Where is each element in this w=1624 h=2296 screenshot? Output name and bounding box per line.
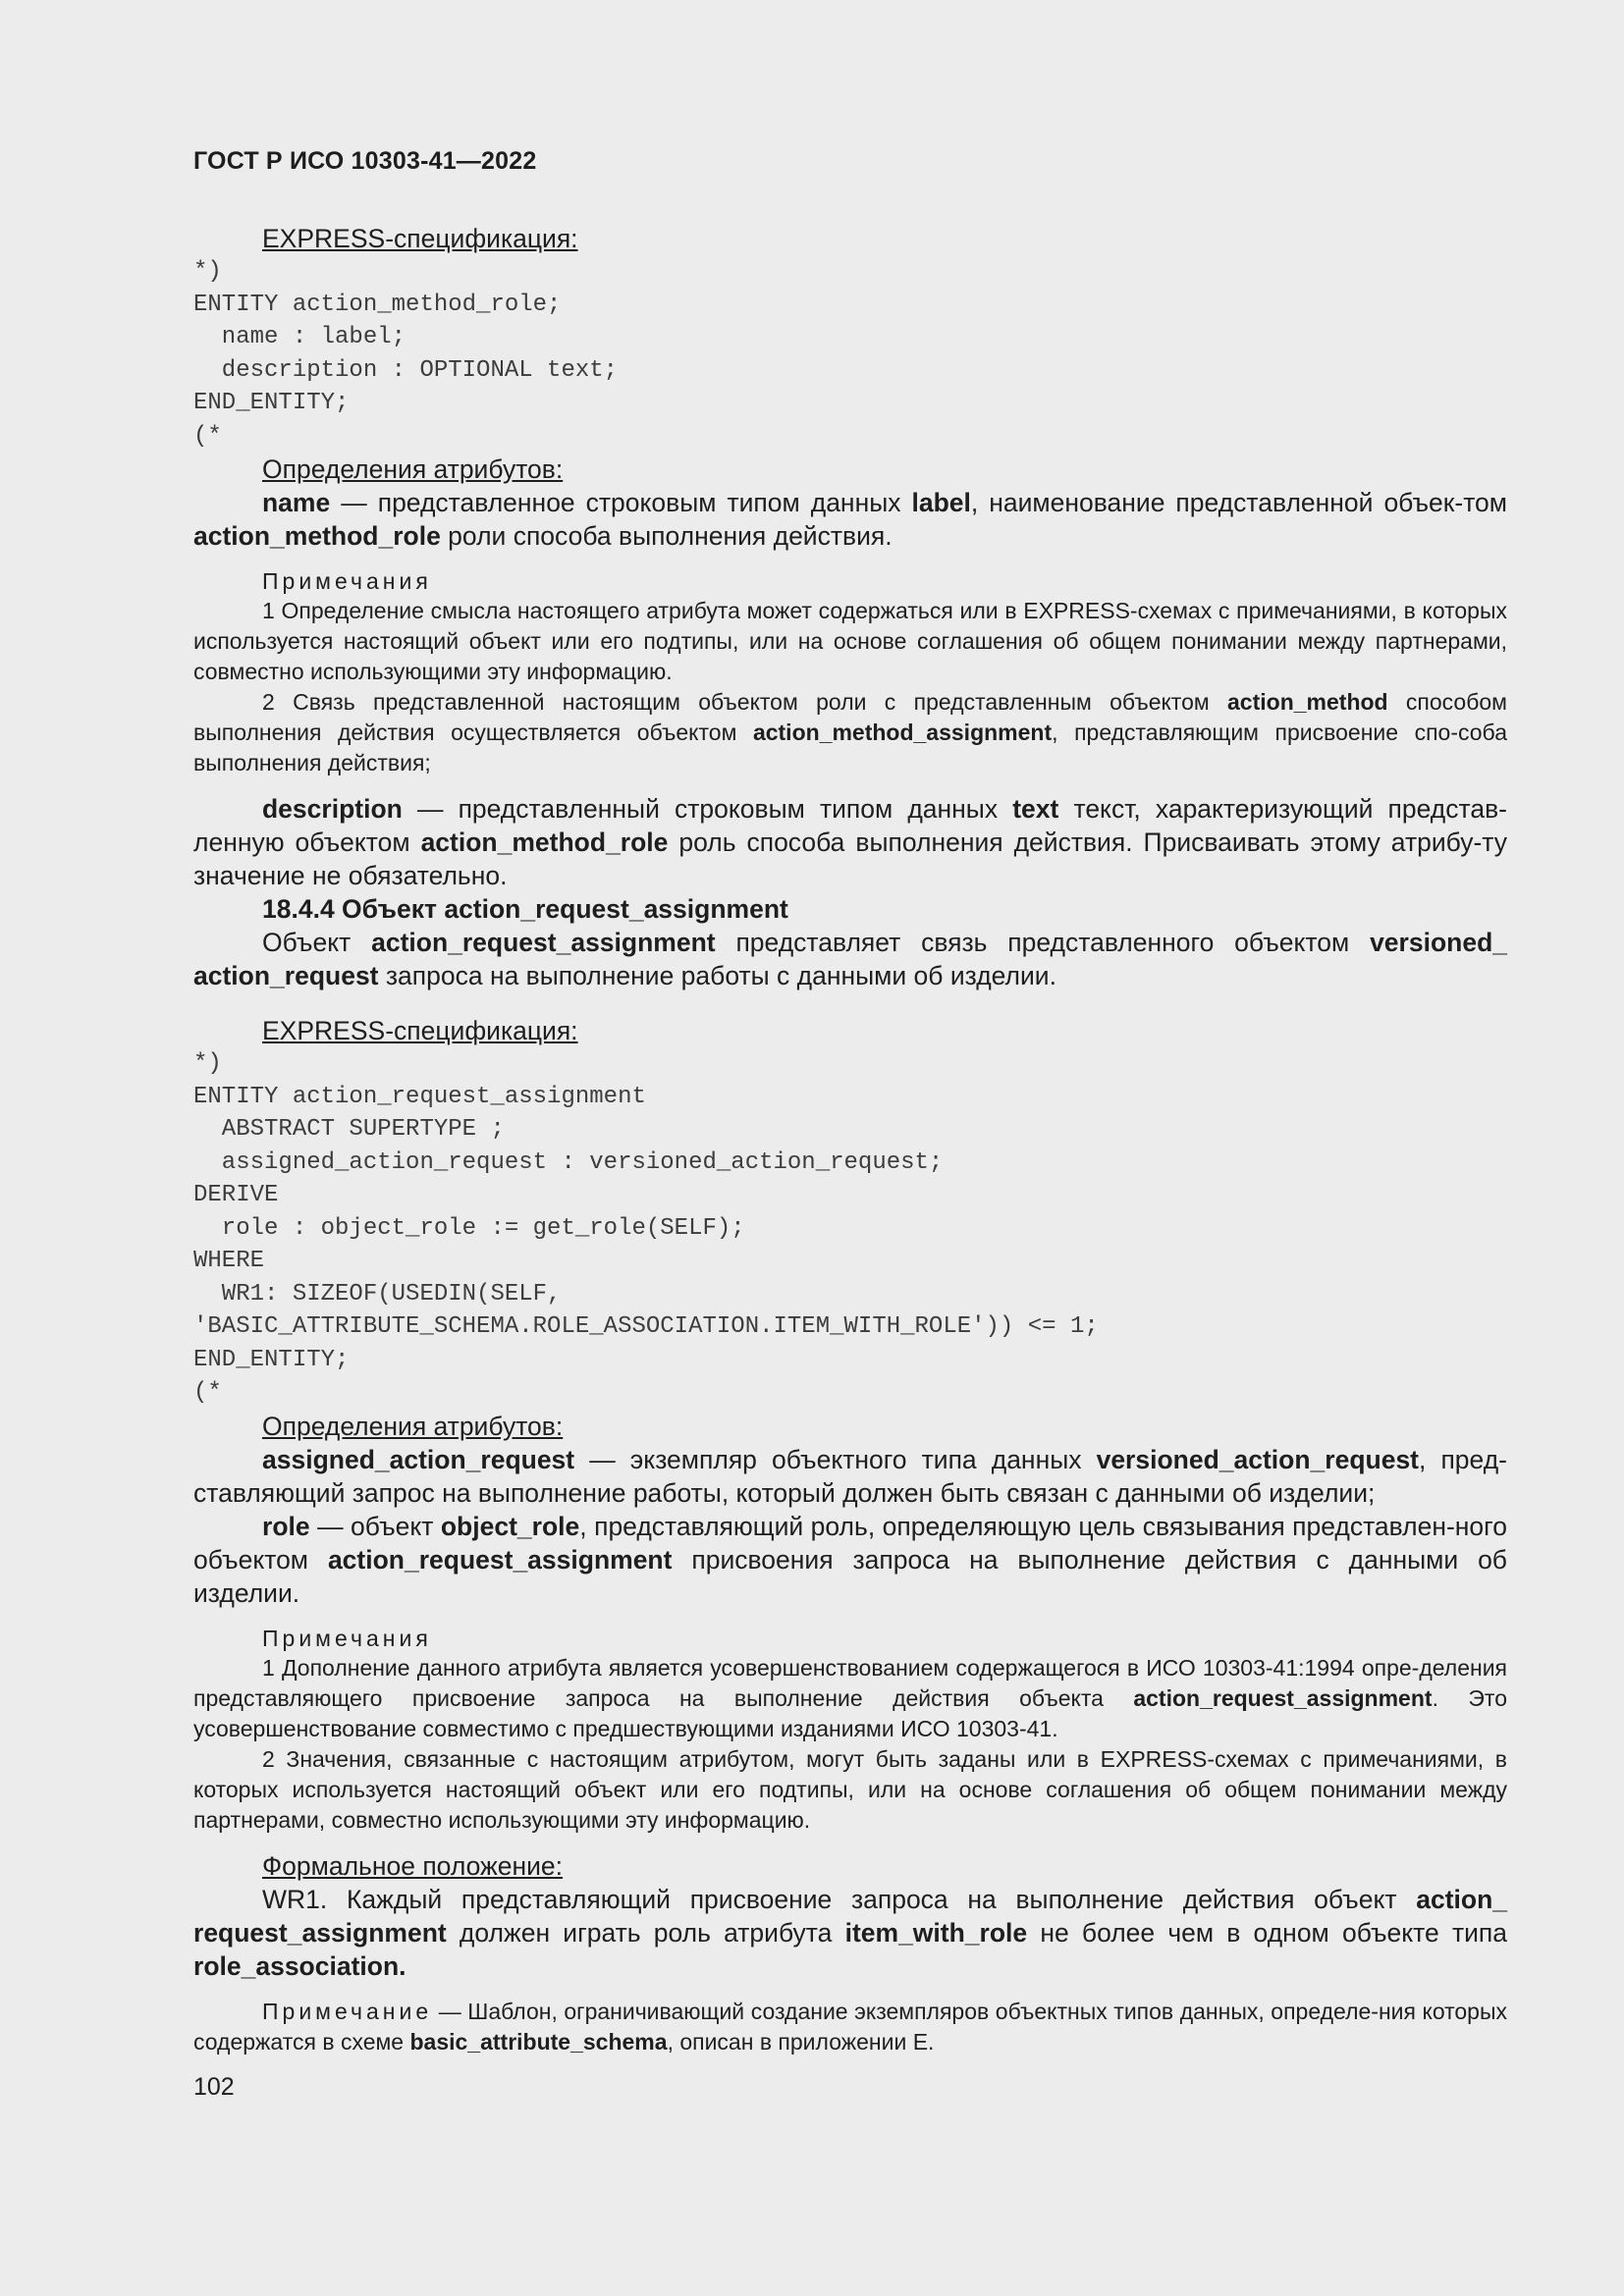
express-code-block: *) ENTITY action_method_role; name : label; description : OPTIONAL text; END_ENTITY; (*	[193, 258, 619, 450]
notes-title-2: Примечания	[262, 1625, 432, 1651]
final-note: Примечание — Шаблон, ограничивающий создание экземпляров объектных типов данных, определе-ния которых содержатся в схеме basic_attribute_schema, описан в приложении E.	[193, 1998, 1507, 2055]
express-spec-label: EXPRESS-спецификация:	[262, 224, 578, 253]
standard-header: ГОСТ Р ИСО 10303-41—2022	[193, 147, 537, 175]
attribute-description-definition: description — представленный строковым типом данных text текст, характеризующий представ-ленную объектом action_method_role роль способа выполнения действия. Присваивать этому атрибу-ту значение не обязательно.	[193, 794, 1507, 890]
attribute-definitions-label: Определения атрибутов:	[262, 454, 564, 484]
entity-intro: Объект action_request_assignment представляет связь представленного объектом versioned_ action_request запроса на выполнение работы с данными об изделии.	[193, 928, 1507, 990]
note-1-section2: 1 Дополнение данного атрибута является усовершенствованием содержащегося в ИСО 10303-41:1994 опре-деления представляющего присвоение запроса на выполнение действия объекта action_request_assignment. Это усовершенствование совместимо с предшествующими изданиями ИСО 10303-41.	[193, 1654, 1507, 1741]
attribute-name-definition: name — представленное строковым типом данных label, наименование представленной объек-том action_method_role роли способа выполнения действия.	[193, 488, 1507, 551]
page-number: 102	[193, 2073, 235, 2101]
attribute-assigned-action-request-definition: assigned_action_request — экземпляр объектного типа данных versioned_action_request, пред-ставляющий запрос на выполнение работы, который должен быть связан с данными об изделии;	[193, 1444, 1507, 1508]
page-content	[193, 222, 1507, 2057]
notes-title: Примечания	[262, 568, 432, 594]
note-1: 1 Определение смысла настоящего атрибута может содержаться или в EXPRESS-схемах с примечаниями, в которых используется настоящий объект или его подтипы, или на основе соглашения об общем понимании между партнерами, совместно использующими эту информацию.	[193, 598, 1507, 684]
express-code-block-2: *) ENTITY action_request_assignment ABSTRACT SUPERTYPE ; assigned_action_request : versioned_action_request; DERIVE role : object_role := get_role(SELF); WHERE WR1: SIZEOF(USEDIN(SELF, 'BASIC_ATTRIBUTE_SCHEMA.ROLE_ASSOCIATION.ITEM_WITH_ROLE')) <= 1; END_ENTITY; (*	[193, 1050, 1099, 1406]
note-2-section2: 2 Значения, связанные с настоящим атрибутом, могут быть заданы или в EXPRESS-схемах с примечаниями, в которых используется настоящий объект или его подтипы, или на основе соглашения об общем понимании между партнерами, совместно использующими эту информацию.	[193, 1745, 1507, 1833]
formal-statement-label: Формальное положение:	[262, 1850, 564, 1881]
attribute-role-definition: role — объект object_role, представляющий роль, определяющую цель связывания представлен-ного объектом action_request_assignment присвоения запроса на выполнение действия с данными об изделии.	[193, 1511, 1507, 1608]
formal-rule-wr1: WR1. Каждый представляющий присвоение запроса на выполнение действия объект action_ request_assignment должен играть роль атрибута item_with_role не более чем в одном объекте типа role_association.	[193, 1884, 1507, 1981]
attribute-definitions-label-2: Определения атрибутов:	[262, 1411, 564, 1441]
express-spec-label-2: EXPRESS-спецификация:	[262, 1016, 578, 1045]
note-2: 2 Связь представленной настоящим объектом роли с представленным объектом action_method способом выполнения действия осуществляется объектом action_method_assignment, представляющим присвоение спо-соба выполнения действия;	[193, 689, 1507, 775]
section-heading: 18.4.4 Объект action_request_assignment	[262, 894, 788, 924]
